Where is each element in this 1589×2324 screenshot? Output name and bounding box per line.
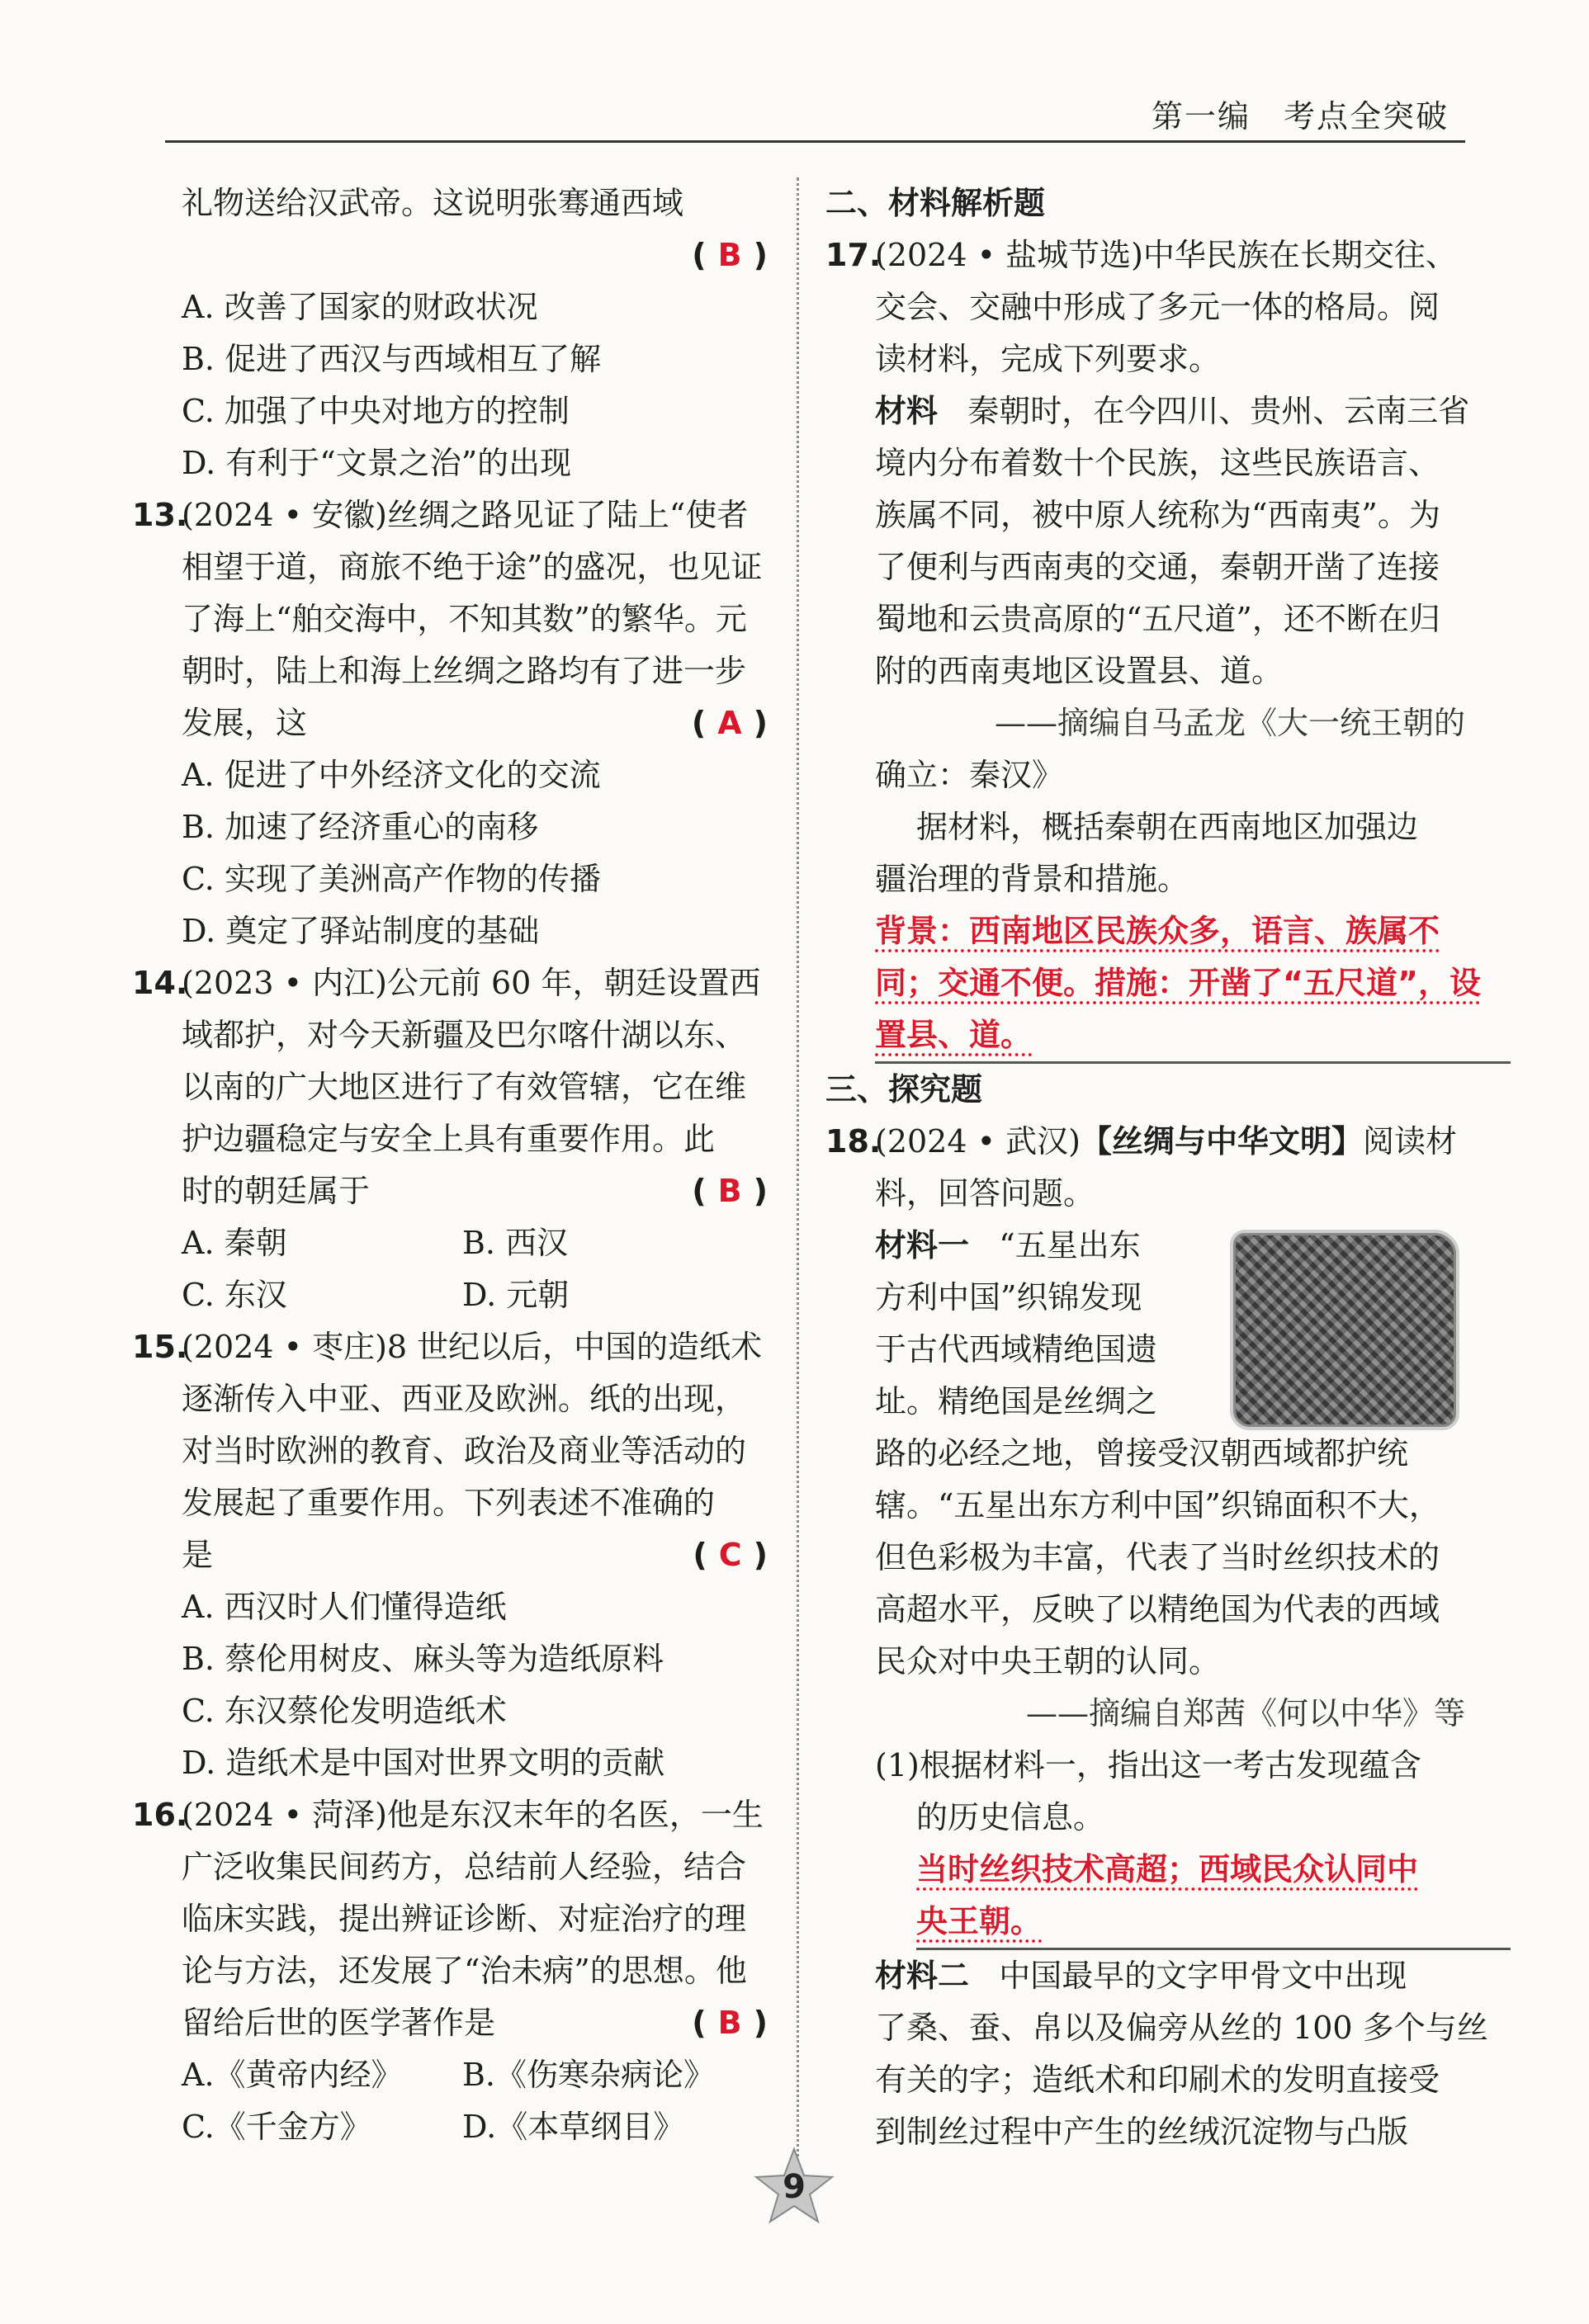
q15-line-2: 逐渐传入中亚、西亚及欧洲。纸的出现， [182, 1381, 747, 1417]
q17-task-line-1: 据材料，概括秦朝在西南地区加强边 [916, 809, 1419, 845]
q18-m1-line-9: 民众对中央王朝的认同。 [875, 1643, 1221, 1679]
q18-m1-line-2: 方利中国”织锦发现 [875, 1279, 1142, 1316]
q13-line-3: 了海上“舶交海中，不知其数”的繁华。元 [182, 601, 747, 637]
q18-m1-source: ——摘编自郑茜《何以中华》等 [1025, 1695, 1465, 1731]
q18-m1-line-8: 高超水平，反映了以精绝国为代表的西域 [875, 1591, 1440, 1627]
q14-number: 14. [132, 965, 188, 1001]
q14-option-d: D. 元朝 [462, 1277, 570, 1313]
q18-m2-line-1: 材料二 中国最早的文字甲骨文中出现 [875, 1958, 1407, 1994]
q17-material-line-2: 境内分布着数十个民族，这些民族语言、 [875, 445, 1440, 481]
q18-m2-label: 材料二 [875, 1958, 970, 1994]
q16-option-b: B.《伤寒杂病论》 [462, 2057, 716, 2093]
q18-m1-line-7: 但色彩极为丰富，代表了当时丝织技术的 [875, 1539, 1440, 1575]
q16-options-row-1 [132, 2049, 768, 2101]
q16-answer: ( B ) [692, 2005, 768, 2041]
q18-m1-label: 材料一 [875, 1227, 970, 1264]
q17-material-line-5: 蜀地和云贵高原的“五尺道”，还不断在归 [875, 601, 1440, 637]
q13-line-1: 13. (2024 • 安徽)丝绸之路见证了陆上“使者 [132, 489, 768, 541]
q18-sub1-line-2: 的历史信息。 [916, 1799, 1105, 1835]
q14-answer: ( B ) [692, 1173, 768, 1209]
q16-line-4: 论与方法，还发展了“治未病”的思想。他 [182, 1953, 747, 1989]
q18-m1-line-5: 路的必经之地，曾接受汉朝西域都护统 [875, 1435, 1409, 1471]
q18-line-2: 料，回答问题。 [875, 1175, 1095, 1212]
q13-number: 13. [132, 497, 188, 533]
q17-material-line-3: 族属不同，被中原人统称为“西南夷”。为 [875, 497, 1440, 533]
q16-line-1: 16. (2024 • 菏泽)他是东汉末年的名医，一生 [132, 1789, 768, 1841]
q12-option-c: C. 加强了中央对地方的控制 [182, 393, 570, 429]
q15-line-4: 发展起了重要作用。下列表述不准确的 [182, 1485, 716, 1521]
q16-line-5: 留给后世的医学著作是 ( B ) [132, 1997, 768, 2049]
left-column [132, 177, 768, 2153]
q17-source-line-1: ——摘编自马孟龙《大一统王朝的 [994, 705, 1465, 741]
q17-source-line-2: 确立：秦汉》 [875, 757, 1064, 793]
q14-line-1: 14. (2023 • 内江)公元前 60 年，朝廷设置西 [132, 957, 768, 1009]
q12-stem: 礼物送给汉武帝。这说明张骞通西域 [182, 185, 684, 221]
q18-m1-line-3: 于古代西域精绝国遗 [875, 1331, 1158, 1367]
header-title: 第一编 考点全突破 [1151, 98, 1449, 135]
q16-option-d: D.《本草纲目》 [462, 2109, 685, 2145]
q13-option-d: D. 奠定了驿站制度的基础 [182, 913, 540, 949]
q14-options-row-2 [132, 1269, 768, 1321]
q17-material-line-4: 了便利与西南夷的交通，秦朝开凿了连接 [875, 549, 1440, 585]
q15-number: 15. [132, 1329, 188, 1365]
q15-answer: ( C ) [693, 1537, 768, 1573]
q15-option-a: A. 西汉时人们懂得造纸 [182, 1589, 507, 1625]
q17-material-label: 材料 [875, 393, 939, 429]
q17-line-3: 读材料，完成下列要求。 [875, 341, 1221, 377]
q16-number: 16. [132, 1797, 188, 1833]
q12-option-d: D. 有利于“文景之治”的出现 [182, 445, 572, 481]
q15-option-c: C. 东汉蔡伦发明造纸术 [182, 1693, 507, 1729]
q13-option-b: B. 加速了经济重心的南移 [182, 809, 539, 845]
q12-answer: ( B ) [692, 237, 768, 273]
header-rule [165, 140, 1465, 143]
q16-line-2: 广泛收集民间药方，总结前人经验，结合 [182, 1849, 747, 1885]
q17-material-line-6: 附的西南夷地区设置县、道。 [875, 653, 1284, 689]
brocade-photo [1230, 1230, 1459, 1430]
q15-line-1: 15. (2024 • 枣庄)8 世纪以后，中国的造纸术 [132, 1321, 768, 1373]
q15-line-5: 是 ( C ) [132, 1529, 768, 1581]
q14-line-3: 以南的广大地区进行了有效管辖，它在维 [182, 1069, 747, 1105]
q16-line-3: 临床实践，提出辨证诊断、对症治疗的理 [182, 1901, 747, 1937]
q18-sub1-line-1: (1)根据材料一，指出这一考古发现蕴含 [875, 1747, 1421, 1783]
q17-task-line-2: 疆治理的背景和措施。 [875, 861, 1189, 897]
q16-options-row-2 [132, 2101, 768, 2153]
q13-option-a: A. 促进了中外经济文化的交流 [182, 757, 601, 793]
page-header [0, 0, 1589, 144]
q16-option-c: C.《千金方》 [182, 2109, 371, 2145]
q12-answer-line [132, 229, 768, 281]
q17-number: 17. [825, 237, 882, 273]
section-2-title: 二、材料解析题 [825, 185, 1046, 221]
q17-line-2: 交会、交融中形成了多元一体的格局。阅 [875, 289, 1440, 325]
q14-line-2: 域都护，对今天新疆及巴尔喀什湖以东、 [182, 1017, 747, 1053]
q14-option-c: C. 东汉 [182, 1277, 287, 1313]
q18-m1-line-1: 材料一 “五星出东 [875, 1227, 1141, 1264]
q17-line-1: 17. (2024 • 盐城节选)中华民族在长期交往、 [825, 229, 1465, 281]
q12-option-b: B. 促进了西汉与西域相互了解 [182, 341, 602, 377]
right-column [825, 177, 1488, 2158]
q17-answer-line-2: 同；交通不便。措施：开凿了“五尺道”，设 [875, 965, 1481, 1001]
q14-option-a: A. 秦朝 [182, 1225, 287, 1261]
q15-option-d: D. 造纸术是中国对世界文明的贡献 [182, 1745, 665, 1781]
column-divider [797, 177, 799, 2183]
q18-m1-line-4: 址。精绝国是丝绸之 [875, 1383, 1158, 1419]
q18-sub1-answer-1: 当时丝织技术高超；西域民众认同中 [916, 1851, 1419, 1887]
q13-line-5: 发展，这 ( A ) [132, 697, 768, 749]
q18-number: 18. [825, 1123, 882, 1160]
q15-line-3: 对当时欧洲的教育、政治及商业等活动的 [182, 1433, 747, 1469]
q14-line-4: 护边疆稳定与安全上具有重要作用。此 [182, 1121, 716, 1157]
q17-answer-line-3: 置县、道。 [875, 1017, 1033, 1053]
q18-sub1-answer-2: 央王朝。 [916, 1903, 1043, 1939]
q18-m2-line-2: 了桑、蚕、帛以及偏旁从丝的 100 多个与丝 [875, 2010, 1488, 2046]
section-3-title: 三、探究题 [825, 1071, 983, 1108]
q18-m1-line-6: 辖。“五星出东方利中国”织锦面积不大， [875, 1487, 1440, 1523]
q14-option-b: B. 西汉 [462, 1225, 569, 1261]
q18-line-1: 18. (2024 • 武汉)【丝绸与中华文明】阅读材 [825, 1116, 1465, 1168]
q15-option-b: B. 蔡伦用树皮、麻头等为造纸原料 [182, 1641, 664, 1677]
q13-line-2: 相望于道，商旅不绝于途”的盛况，也见证 [182, 549, 763, 585]
q18-m2-line-3: 有关的字；造纸术和印刷术的发明直接受 [875, 2062, 1440, 2098]
q13-option-c: C. 实现了美洲高产作物的传播 [182, 861, 601, 897]
q17-answer-line-1: 背景：西南地区民族众多，语言、族属不 [875, 913, 1440, 949]
q13-line-4: 朝时，陆上和海上丝绸之路均有了进一步 [182, 653, 747, 689]
q12-option-a: A. 改善了国家的财政状况 [182, 289, 538, 325]
q18-m2-line-4: 到制丝过程中产生的丝绒沉淀物与凸版 [875, 2114, 1409, 2150]
q13-answer: ( A ) [691, 705, 768, 741]
q18-theme-tag: 【丝绸与中华文明】 [1080, 1123, 1363, 1160]
page-number: 9 [783, 2168, 806, 2206]
q17-material-line-1: 材料 秦朝时，在今四川、贵州、云南三省 [875, 393, 1470, 429]
q16-option-a: A.《黄帝内经》 [182, 2057, 403, 2093]
q14-options-row-1 [132, 1217, 768, 1269]
q14-line-5: 时的朝廷属于 ( B ) [132, 1165, 768, 1217]
